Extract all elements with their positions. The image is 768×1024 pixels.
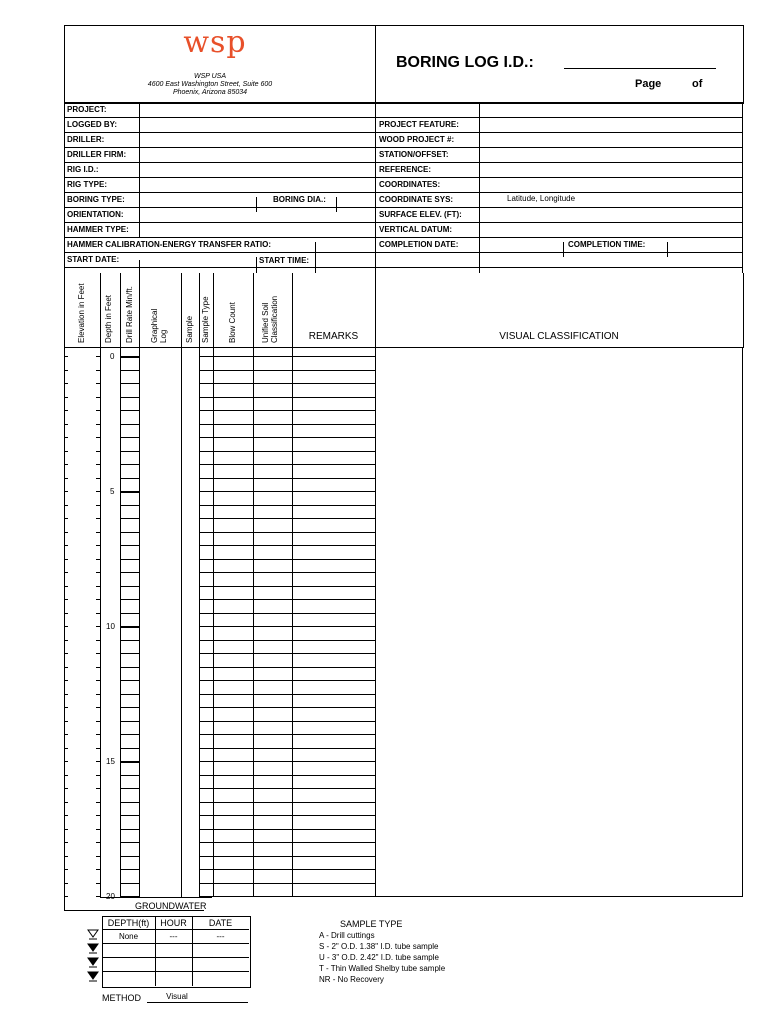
elevation-tick xyxy=(96,721,100,722)
drill-rate-row-line xyxy=(120,775,139,776)
drill-rate-row-line xyxy=(120,842,139,843)
sample-row-line xyxy=(199,478,375,479)
info-label-right: VERTICAL DATUM: xyxy=(379,225,453,234)
sample-row-line xyxy=(199,680,375,681)
drill-rate-row-line xyxy=(120,599,139,600)
col-graphical-log-2: Log xyxy=(159,329,168,343)
sample-row-line xyxy=(199,491,375,492)
company-address-line1: 4600 East Washington Street, Suite 600 xyxy=(147,81,273,88)
info-label-left: DRILLER FIRM: xyxy=(67,150,127,159)
sample-row-line xyxy=(199,667,375,668)
elevation-tick xyxy=(64,356,68,357)
elevation-tick xyxy=(96,559,100,560)
gw-hour-value: --- xyxy=(169,932,178,941)
info-field-left[interactable] xyxy=(140,103,375,116)
start-time-divider xyxy=(256,257,257,273)
drill-rate-row-line xyxy=(120,815,139,816)
elevation-tick xyxy=(96,829,100,830)
elevation-tick xyxy=(64,505,68,506)
info-label-right: COORDINATES: xyxy=(379,180,441,189)
elevation-tick xyxy=(64,788,68,789)
elevation-tick xyxy=(64,559,68,560)
log-body-visual-box[interactable] xyxy=(375,347,743,897)
sample-row-line xyxy=(199,815,375,816)
method-value: Visual xyxy=(166,992,188,1001)
elevation-tick xyxy=(64,721,68,722)
elevation-tick xyxy=(96,532,100,533)
drill-rate-row-line xyxy=(120,532,139,533)
method-label: METHOD xyxy=(102,993,141,1003)
col-sample: Sample xyxy=(185,315,194,343)
water-level-filled-icon xyxy=(88,944,98,953)
info-left-label-divider xyxy=(139,260,140,273)
elevation-tick xyxy=(64,775,68,776)
gw-row-line xyxy=(102,971,249,972)
drill-rate-row-line xyxy=(120,721,139,722)
elevation-tick xyxy=(96,883,100,884)
elevation-tick xyxy=(64,829,68,830)
groundwater-title: GROUNDWATER xyxy=(135,901,207,911)
info-label-left: BORING TYPE: xyxy=(67,195,125,204)
water-level-icons xyxy=(86,928,100,988)
drill-rate-row-line xyxy=(120,410,139,411)
sample-row-line xyxy=(199,694,375,695)
elevation-tick xyxy=(64,424,68,425)
elevation-tick xyxy=(64,856,68,857)
info-field-left[interactable] xyxy=(140,178,375,191)
completion-time-divider xyxy=(667,242,668,257)
info-label-left: PROJECT: xyxy=(67,105,107,114)
depth-major-tick xyxy=(120,896,139,898)
drill-rate-row-line xyxy=(120,748,139,749)
gw-row-line xyxy=(102,957,249,958)
info-label-left: RIG I.D.: xyxy=(67,165,99,174)
info-left-border xyxy=(64,102,65,273)
sample-row-line xyxy=(199,518,375,519)
drill-rate-row-line xyxy=(120,464,139,465)
elevation-tick xyxy=(64,478,68,479)
elevation-tick xyxy=(96,505,100,506)
info-label-left: LOGGED BY: xyxy=(67,120,118,129)
info-field-right[interactable] xyxy=(480,238,562,251)
log-column-divider[interactable] xyxy=(139,347,140,897)
elevation-tick xyxy=(96,775,100,776)
elevation-tick xyxy=(96,397,100,398)
sample-row-line xyxy=(199,586,375,587)
elevation-tick xyxy=(96,667,100,668)
elevation-tick xyxy=(96,680,100,681)
drill-rate-row-line xyxy=(120,424,139,425)
col-depth: Depth in Feet xyxy=(104,294,113,343)
elevation-tick xyxy=(96,842,100,843)
elevation-tick xyxy=(64,680,68,681)
drill-rate-row-line xyxy=(120,383,139,384)
info-field-right[interactable] xyxy=(480,163,741,176)
sample-row-line xyxy=(199,532,375,533)
drill-rate-row-line xyxy=(120,788,139,789)
elevation-tick xyxy=(64,842,68,843)
drill-rate-row-line xyxy=(120,505,139,506)
elevation-tick xyxy=(64,545,68,546)
sample-row-line xyxy=(199,707,375,708)
depth-label-20: 20 xyxy=(106,892,115,901)
info-field-right[interactable] xyxy=(480,178,741,191)
sample-row-line xyxy=(199,559,375,560)
sample-row-line xyxy=(199,775,375,776)
sample-row-line xyxy=(199,748,375,749)
completion-time-label: COMPLETION TIME: xyxy=(568,240,646,249)
sample-type-item: T - Thin Walled Shelby tube sample xyxy=(319,964,446,973)
drill-rate-row-line xyxy=(120,802,139,803)
elevation-tick xyxy=(64,626,68,627)
elevation-tick xyxy=(96,694,100,695)
info-label-right: WOOD PROJECT #: xyxy=(379,135,455,144)
drill-rate-row-line xyxy=(120,437,139,438)
drill-rate-row-line xyxy=(120,478,139,479)
info-row-line xyxy=(64,252,742,253)
company-logo: wsp xyxy=(183,25,247,60)
gw-header-depth: DEPTH(ft) xyxy=(107,918,150,928)
col-drill-rate: Drill Rate Min/ft. xyxy=(125,286,134,343)
water-level-open-icon xyxy=(88,930,98,939)
sample-row-line xyxy=(199,599,375,600)
depth-major-tick xyxy=(120,356,139,358)
sample-row-line xyxy=(199,464,375,465)
water-level-filled-icon xyxy=(88,958,98,967)
sample-type-item: S - 2" O.D. 1.38" I.D. tube sample xyxy=(319,942,439,951)
elevation-tick xyxy=(96,410,100,411)
sample-row-line xyxy=(199,640,375,641)
sample-row-line xyxy=(199,802,375,803)
log-left-border xyxy=(64,347,65,910)
elevation-tick xyxy=(96,896,100,897)
form-title: BORING LOG I.D.: xyxy=(396,54,534,71)
sample-row-line xyxy=(199,626,375,627)
elevation-tick xyxy=(96,491,100,492)
elevation-tick xyxy=(96,802,100,803)
elevation-tick xyxy=(96,545,100,546)
col-remarks: REMARKS xyxy=(308,331,359,342)
elevation-tick xyxy=(64,464,68,465)
depth-label-5: 5 xyxy=(110,487,115,496)
elevation-tick xyxy=(96,653,100,654)
drill-rate-row-line xyxy=(120,640,139,641)
gw-row-line xyxy=(102,929,249,930)
sample-row-line xyxy=(199,572,375,573)
info-row-line xyxy=(64,237,742,238)
elevation-tick xyxy=(96,383,100,384)
start-time-divider xyxy=(315,257,316,273)
elevation-tick xyxy=(96,370,100,371)
elevation-tick xyxy=(64,532,68,533)
elevation-tick xyxy=(96,734,100,735)
elevation-tick xyxy=(96,815,100,816)
gw-header-date: DATE xyxy=(208,918,233,928)
elevation-tick xyxy=(96,748,100,749)
info-label-left: ORIENTATION: xyxy=(67,210,124,219)
col-uscs-1: Unified Soil xyxy=(261,302,270,343)
elevation-tick xyxy=(96,424,100,425)
drill-rate-row-line xyxy=(120,586,139,587)
col-sample-type: Sample Type xyxy=(201,296,210,343)
elevation-tick xyxy=(64,896,68,897)
elevation-tick xyxy=(64,761,68,762)
info-label-right: SURFACE ELEV. (FT): xyxy=(379,210,462,219)
sample-row-line xyxy=(199,788,375,789)
water-level-filled-icon xyxy=(88,972,98,981)
elevation-tick xyxy=(64,437,68,438)
elevation-tick xyxy=(96,464,100,465)
sample-row-line xyxy=(199,869,375,870)
gw-depth-value: None xyxy=(118,932,139,941)
elevation-tick xyxy=(96,761,100,762)
elevation-tick xyxy=(96,451,100,452)
sample-row-line xyxy=(199,653,375,654)
elevation-tick xyxy=(64,599,68,600)
info-field-left[interactable] xyxy=(140,163,375,176)
info-label-left: RIG TYPE: xyxy=(67,180,108,189)
col-blow-count: Blow Count xyxy=(228,302,237,343)
elevation-tick xyxy=(64,640,68,641)
sample-row-line xyxy=(199,383,375,384)
log-top-line xyxy=(64,347,375,348)
elevation-tick xyxy=(64,613,68,614)
start-time-label: START TIME: xyxy=(259,256,310,265)
depth-label-15: 15 xyxy=(106,757,115,766)
sample-row-line xyxy=(199,761,375,762)
info-field-right[interactable] xyxy=(480,208,741,221)
drill-rate-row-line xyxy=(120,829,139,830)
info-label-left: HAMMER TYPE: xyxy=(67,225,129,234)
method-input-line[interactable] xyxy=(147,1002,248,1003)
sample-type-title: SAMPLE TYPE xyxy=(340,919,403,929)
sample-row-line xyxy=(199,734,375,735)
elevation-tick xyxy=(64,383,68,384)
drill-rate-row-line xyxy=(120,734,139,735)
elevation-tick xyxy=(64,815,68,816)
elevation-tick xyxy=(96,869,100,870)
elevation-tick xyxy=(96,478,100,479)
elevation-tick xyxy=(64,869,68,870)
info-label-right: REFERENCE: xyxy=(379,165,432,174)
drill-rate-row-line xyxy=(120,680,139,681)
drill-rate-row-line xyxy=(120,883,139,884)
elevation-tick xyxy=(64,572,68,573)
gw-row-line xyxy=(102,943,249,944)
elevation-tick xyxy=(96,572,100,573)
groundwater-rule xyxy=(64,910,204,911)
drill-rate-row-line xyxy=(120,707,139,708)
info-field-right[interactable] xyxy=(480,133,741,146)
elevation-tick xyxy=(96,613,100,614)
elevation-tick xyxy=(64,370,68,371)
sample-row-line xyxy=(199,451,375,452)
gw-header-hour: HOUR xyxy=(160,918,187,928)
sample-row-line xyxy=(199,370,375,371)
elevation-tick xyxy=(64,667,68,668)
info-field-left[interactable] xyxy=(140,118,375,131)
elevation-tick xyxy=(64,653,68,654)
col-graphical-log-1: Graphical xyxy=(150,308,159,343)
sample-row-line xyxy=(199,856,375,857)
coordinate-sys-value: Latitude, Longitude xyxy=(507,194,576,203)
info-row-line xyxy=(64,267,742,268)
info-label-left: START DATE: xyxy=(67,255,120,264)
drill-rate-row-line xyxy=(120,397,139,398)
info-field-right[interactable] xyxy=(480,118,741,131)
drill-rate-row-line xyxy=(120,653,139,654)
sample-row-line xyxy=(199,829,375,830)
info-label-left: HAMMER CALIBRATION-ENERGY TRANSFER RATIO: xyxy=(67,240,271,249)
sample-row-line xyxy=(199,613,375,614)
sample-row-line xyxy=(199,545,375,546)
elevation-tick xyxy=(64,491,68,492)
sample-row-line xyxy=(199,505,375,506)
log-column-divider[interactable] xyxy=(100,347,101,897)
info-field-left[interactable] xyxy=(140,133,375,146)
elevation-tick xyxy=(96,599,100,600)
elevation-tick xyxy=(96,437,100,438)
sample-row-line xyxy=(199,896,375,897)
elevation-tick xyxy=(64,694,68,695)
info-label-left: DRILLER: xyxy=(67,135,105,144)
drill-rate-row-line xyxy=(120,545,139,546)
drill-rate-row-line xyxy=(120,694,139,695)
drill-rate-row-line xyxy=(120,613,139,614)
info-field-left[interactable] xyxy=(140,193,255,206)
drill-rate-row-line xyxy=(120,869,139,870)
elevation-tick xyxy=(96,640,100,641)
elevation-tick xyxy=(64,707,68,708)
elevation-tick xyxy=(64,802,68,803)
sample-row-line xyxy=(199,842,375,843)
depth-label-10: 10 xyxy=(106,622,115,631)
boring-id-input-line[interactable] xyxy=(564,68,716,69)
log-column-divider[interactable] xyxy=(181,347,182,897)
info-field-left[interactable] xyxy=(140,208,375,221)
info-label-right: STATION/OFFSET: xyxy=(379,150,449,159)
elevation-tick xyxy=(64,586,68,587)
info-field-left[interactable] xyxy=(140,223,375,236)
sample-row-line xyxy=(199,410,375,411)
depth-label-0: 0 xyxy=(110,352,115,361)
elevation-tick xyxy=(96,518,100,519)
of-label: of xyxy=(692,78,703,90)
col-visual-classification: VISUAL CLASSIFICATION xyxy=(499,331,619,342)
elevation-tick xyxy=(64,397,68,398)
hammer-cal-divider xyxy=(315,242,316,257)
col-elevation: Elevation in Feet xyxy=(77,283,86,343)
elevation-tick xyxy=(96,356,100,357)
elevation-tick xyxy=(96,788,100,789)
company-address-line2: Phoenix, Arizona 85034 xyxy=(172,89,248,96)
sample-type-item: A - Drill cuttings xyxy=(319,931,375,940)
company-name: WSP USA xyxy=(193,73,227,80)
info-label-right: PROJECT FEATURE: xyxy=(379,120,459,129)
elevation-tick xyxy=(96,586,100,587)
elevation-tick xyxy=(96,856,100,857)
drill-rate-row-line xyxy=(120,667,139,668)
page-label: Page xyxy=(635,78,662,90)
info-label-right: COMPLETION DATE: xyxy=(379,240,459,249)
log-bottom-line xyxy=(100,897,212,898)
sample-row-line xyxy=(199,437,375,438)
elevation-tick xyxy=(96,707,100,708)
elevation-tick xyxy=(64,451,68,452)
elevation-tick xyxy=(64,518,68,519)
gw-date-value: --- xyxy=(216,932,225,941)
sample-row-line xyxy=(199,424,375,425)
drill-rate-row-line xyxy=(120,518,139,519)
drill-rate-row-line xyxy=(120,370,139,371)
depth-major-tick xyxy=(120,761,139,763)
sample-row-line xyxy=(199,356,375,357)
info-right-border xyxy=(742,102,743,273)
sample-row-line xyxy=(199,883,375,884)
elevation-tick xyxy=(96,626,100,627)
elevation-tick xyxy=(64,748,68,749)
col-uscs-2: Classification xyxy=(270,295,279,343)
info-field-left[interactable] xyxy=(140,148,375,161)
drill-rate-row-line xyxy=(120,451,139,452)
sample-type-item: NR - No Recovery xyxy=(319,975,384,984)
info-field-right[interactable] xyxy=(480,148,741,161)
completion-time-divider xyxy=(563,242,564,257)
info-field-right[interactable] xyxy=(480,223,741,236)
sample-row-line xyxy=(199,397,375,398)
elevation-tick xyxy=(64,883,68,884)
drill-rate-row-line xyxy=(120,572,139,573)
drill-rate-row-line xyxy=(120,856,139,857)
depth-major-tick xyxy=(120,626,139,628)
elevation-tick xyxy=(64,410,68,411)
depth-major-tick xyxy=(120,491,139,493)
sample-row-line xyxy=(199,721,375,722)
boring-dia-label: BORING DIA.: xyxy=(273,195,326,204)
elevation-tick xyxy=(64,734,68,735)
drill-rate-row-line xyxy=(120,559,139,560)
info-label-right: COORDINATE SYS: xyxy=(379,195,454,204)
sample-type-item: U - 3" O.D. 2.42" I.D. tube sample xyxy=(319,953,439,962)
